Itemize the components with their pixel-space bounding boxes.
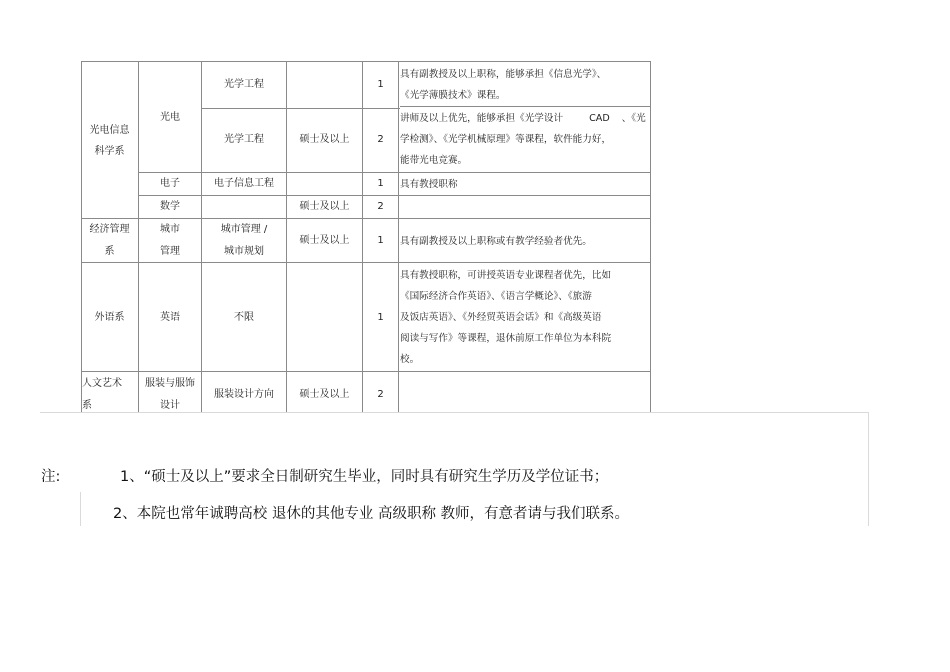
requirement-cell: 具有副教授及以上职称，能够承担《信息光学》、 《光学薄膜技术》课程。	[400, 69, 607, 101]
major-cell: 光学工程	[224, 134, 264, 145]
count-cell: 2	[377, 201, 384, 212]
discipline-cell: 英语	[160, 312, 180, 323]
count-cell: 1	[377, 79, 384, 90]
degree-cell: 硕士及以上	[299, 201, 350, 212]
count-cell: 2	[377, 134, 384, 145]
discipline-cell: 城市 管理	[160, 224, 180, 257]
requirement-cell: 讲师及以上优先，能够承担《光学设计 CAD 、《光 学检测》、《光学机械原理》等课程，软件能力好， 能带光电竞赛。	[400, 113, 646, 166]
degree-cell: 硕士及以上	[299, 235, 350, 246]
major-cell: 城市管理 / 城市规划	[220, 224, 268, 257]
count-cell: 1	[377, 235, 384, 246]
requirement-cell: 具有教授职称，可讲授英语专业课程者优先，比如 《国际经济合作英语》、《语言学概论》、《旅游 及饭店英语》、《外经贸英语会话》和《高级英语 阅读与写作》等课程，退休前原工作单位为本科院 校。	[400, 270, 612, 365]
note-divider	[80, 492, 81, 526]
discipline-cell: 光电	[160, 112, 180, 123]
department-cell: 人文艺术 系	[82, 378, 122, 411]
discipline-cell: 服装与服饰 设计	[145, 378, 195, 411]
count-cell: 2	[377, 389, 384, 400]
requirement-cell: 具有副教授及以上职称或有教学经验者优先。	[400, 236, 592, 247]
major-cell: 不限	[234, 312, 254, 323]
major-cell: 电子信息工程	[214, 178, 274, 189]
requirement-cell: 具有教授职称	[400, 179, 458, 190]
note-item-2: 2、本院也常年诚聘高校 退休的其他专业 高级职称 教师，有意者请与我们联系。	[113, 506, 630, 522]
major-cell: 服装设计方向	[214, 389, 274, 400]
degree-cell: 硕士及以上	[299, 389, 350, 400]
notes-label: 注:	[41, 469, 61, 485]
department-cell: 光电信息 科学系	[89, 125, 130, 157]
note-divider	[40, 412, 869, 413]
department-cell: 外语系	[94, 312, 125, 323]
discipline-cell: 电子	[160, 178, 180, 189]
note-item-1: 1、“硕士及以上”要求全日制研究生毕业，同时具有研究生学历及学位证书；	[120, 469, 609, 485]
note-divider	[868, 412, 869, 526]
major-cell: 光学工程	[224, 79, 264, 90]
count-cell: 1	[377, 312, 384, 323]
count-cell: 1	[377, 178, 384, 189]
department-cell: 经济管理 系	[89, 224, 130, 257]
discipline-cell: 数学	[160, 201, 180, 212]
degree-cell: 硕士及以上	[299, 134, 350, 145]
